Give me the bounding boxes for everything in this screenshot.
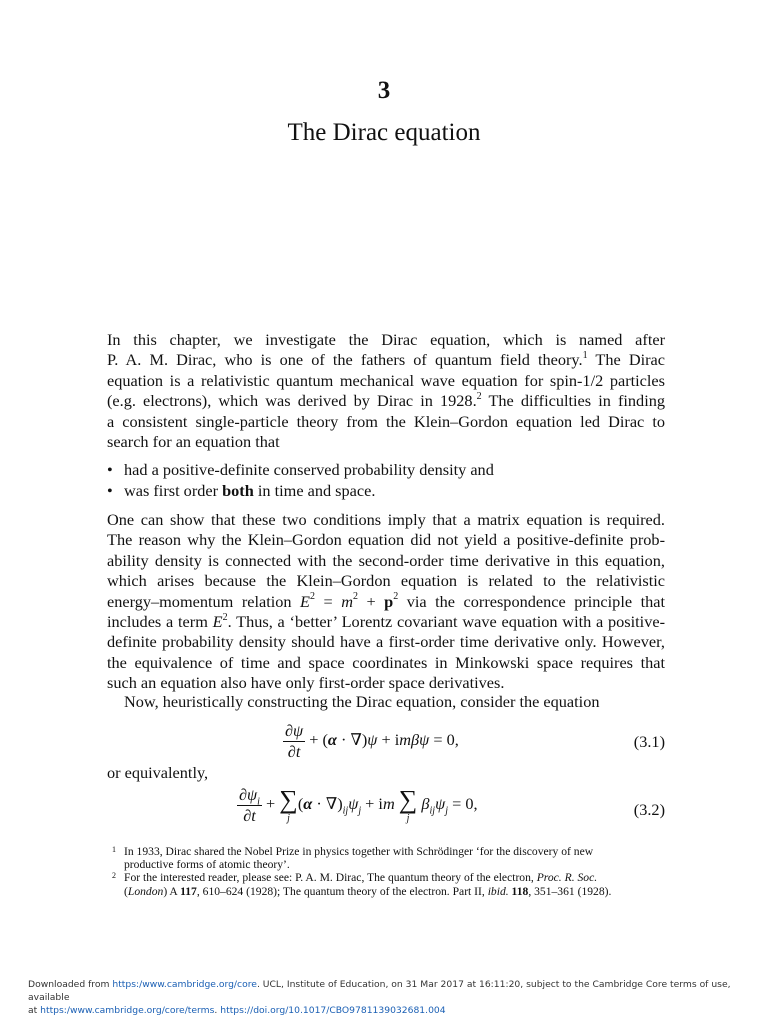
paragraph-intro [107,330,665,452]
text-line: a consistent single-particle theory from the Klein–Gordon equation led Dirac to [107,411,665,431]
text-line: (e.g. electrons), which was derived by Dirac in 1928.$^2$ The difficulties in finding [107,390,666,411]
list-item: • had a positive-definite conserved probability density and [107,460,494,479]
equation-body: $\frac{\partial\psi_i}{\partial t}$ + ∑ j $(\alpha \cdot \nabla)_{ij}\psi_j$ + im ∑ j $\beta_{ij}\psi_j = 0$, [239,784,478,825]
text-line: or equivalently, [107,763,209,782]
text-line: ability density is connected with the second-order time derivative in this equation, [107,550,665,570]
footnote-2: 2 For the interested reader, please see: P. A. M. Dirac, The quantum theory of the electron, Proc. R. Soc. (London) A 117, 610–624 (1928); The quantum theory of the electron. Part II, ibid. 118, 351–361 (1928). [112,871,612,898]
text-line: the equivalence of time and space coordinates in Minkowski space requires that [107,652,665,672]
text-line: The reason why the Klein–Gordon equation did not yield a positive-definite prob- [107,530,665,550]
text-line: definite probability density should have a first-order time derivative only. However, [107,632,665,652]
bullet-icon: • [107,460,113,479]
paragraph-conditions [107,510,665,694]
bullet-list [107,460,665,502]
download-notice: Downloaded from https:/www.cambridge.org/core. UCL, Institute of Education, on 31 Mar 2017 at 16:11:20, subject to the Cambridge Core terms of use, available at https:/www.cambridge.org/core/terms. https://doi.org/10.1017/CBO9781139032681.004 [28,979,731,1016]
text-line: Now, heuristically constructing the Dirac equation, consider the equation [124,692,600,711]
text-line: energy–momentum relation $E^2 = m^2 + p^2$ via the correspondence principle that [107,591,665,611]
text-line: search for an equation that [107,432,280,452]
equation-3-1 [107,722,665,762]
chapter-number: 3 [377,77,391,104]
paragraph-heuristic [107,692,665,712]
cambridge-core-link[interactable]: https:/www.cambridge.org/core [112,979,257,990]
doi-link[interactable]: https://doi.org/10.1017/CBO9781139032681.004 [220,1005,446,1016]
terms-link[interactable]: https:/www.cambridge.org/core/terms [40,1005,215,1016]
footnote-ref-1[interactable]: 1 [582,349,588,361]
text-line: includes a term $E^2$. Thus, a ‘better’ Lorentz covariant wave equation with a positive- [107,611,665,632]
text-line: equation is a relativistic quantum mechanical wave equation for spin-1/2 particles [107,370,665,390]
footnote-1: 1 In 1933, Dirac shared the Nobel Prize in physics together with Schrödinger ‘for the discovery of new productive forms of atomic theory’. [112,845,594,872]
footnotes [112,845,652,898]
equation-body: $\frac{\partial\psi}{\partial t}$ + (α · ∇)ψ + imβψ = 0, [285,721,459,761]
equation-3-2 [107,786,665,836]
footnote-ref-2[interactable]: 2 [476,390,482,402]
chapter-title: The Dirac equation [287,119,481,146]
text-line: P. A. M. Dirac, who is one of the fathers of quantum field theory.$^1$ The Dirac [107,349,665,370]
equation-number: (3.1) [633,732,665,751]
bullet-icon: • [107,481,113,500]
text-line: such an equation also have only first-order space derivatives. [107,673,505,693]
text-line: which arises because the Klein–Gordon equation is related to the relativistic [107,571,665,591]
text-line: In this chapter, we investigate the Dirac equation, which is named after [107,330,665,349]
text-line: One can show that these two conditions imply that a matrix equation is required. [107,510,665,529]
list-item: • was first order both in time and space. [107,481,376,500]
equation-number: (3.2) [633,800,665,819]
